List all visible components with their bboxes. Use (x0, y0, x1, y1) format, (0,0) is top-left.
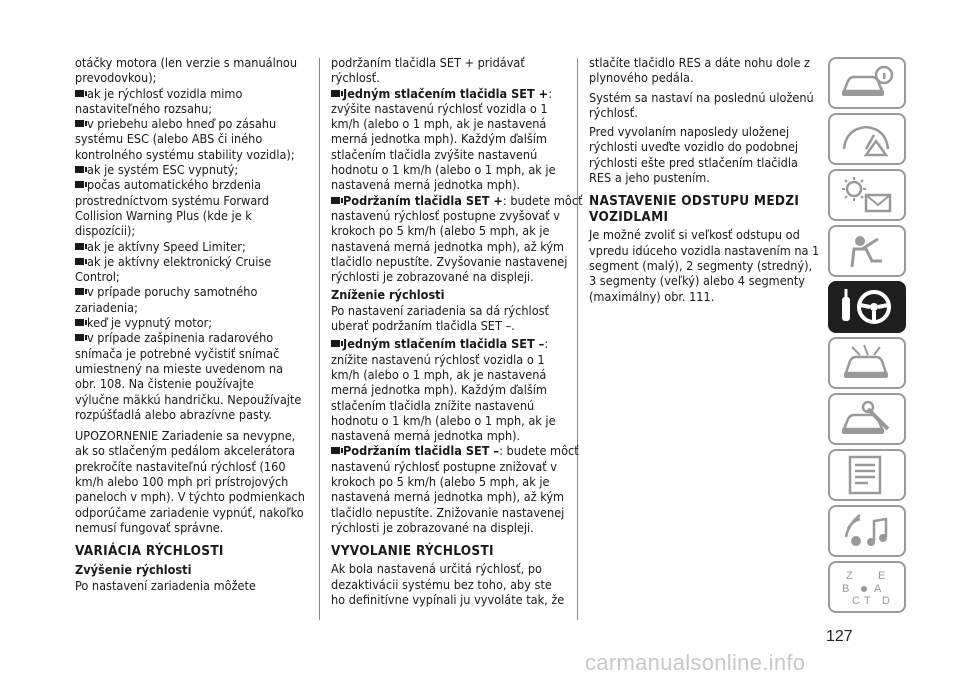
bullet-icon (75, 288, 84, 295)
sub-heading: Zvýšenie rýchlosti (75, 562, 192, 578)
bullet-icon (331, 197, 340, 204)
safety-icon (838, 231, 896, 271)
text-line: Po nastavení zariadenia môžete (75, 577, 256, 593)
bullet-item: v prípade poruchy samotného zariadenia; (75, 284, 258, 315)
text-line: prevodovkou); (75, 70, 157, 86)
bullet-icon (75, 90, 84, 97)
bullet-icon (331, 447, 340, 454)
section-heading: NASTAVENIE ODSTUPU MEDZI VOZIDLAMI (589, 193, 800, 226)
bullet-item: Podržaním tlačidla SET –: budete môcť nastavenú rýchlosť postupne znižovať v krokoch po 5 km/h (alebo 5 mph, ak je nastavená merná jednotka mph), až kým tlačidlo nepustíte. Znižovanie nastavenej rýchlosti je zobrazované na displeji. (331, 443, 579, 535)
technical-data-icon (838, 455, 896, 495)
tab-starting-driving[interactable] (828, 281, 906, 333)
bullet-item: ak je systém ESC vypnutý; (75, 162, 307, 177)
bullet-icon (331, 340, 340, 347)
warning-paragraph: UPOZORNENIE Zariadenie sa nevypne, ak so stlačeným pedálom akcelerátora prekročíte nastaviteľnú rýchlosť (160 km/h alebo 100 mph pri prístrojových paneloch v mph). V týchto podmienkach odporúčame zariadenie vypnúť, nakoľko nemusí fungovať správne. (75, 428, 305, 535)
index-letter: B (842, 583, 850, 595)
bullet-item: počas automatického brzdenia prostredníctvom systému Forward Collision Warning Plus (kde je k dispozícii); (75, 177, 269, 239)
tab-alphabetical-index[interactable] (828, 561, 906, 613)
maintenance-icon (838, 399, 896, 439)
bullet-item: ak je rýchlosť vozidla mimo nastaviteľného rozsahu; (75, 85, 243, 116)
index-letter: T (864, 595, 871, 607)
car-emergency-icon (838, 343, 896, 383)
bullet-icon (75, 334, 84, 341)
bullet-icon (75, 181, 84, 188)
tab-car-info[interactable] (828, 57, 906, 109)
bullet-icon (331, 90, 340, 97)
text-column-1 (75, 55, 307, 593)
bullet-icon (75, 243, 84, 250)
car-info-icon (838, 63, 896, 103)
bullet-item: Jedným stlačením tlačidla SET +: zvýšite nastavenú rýchlosť vozidla o 1 km/h (alebo o 1 mph, ak je nastavená merná jednotka mph). Každým ďalším stlačením tlačidla zvýšite nastavenú hodnotu o 1 km/h (alebo o 1 mph, ak je nastavená merná jednotka mph). (331, 85, 556, 193)
bullet-item: Jedným stlačením tlačidla SET –: znížite nastavenú rýchlosť vozidla o 1 km/h (alebo o 1 mph, ak je nastavená merná jednotka mph). Každým ďalším stlačením tlačidla znížite nastavenú hodnotu o 1 km/h (alebo o 1 mph, ak je nastavená merná jednotka mph). (331, 336, 556, 444)
lights-message-icon (838, 175, 896, 215)
bullet-item: keď je vypnutý motor; (75, 315, 307, 330)
tab-emergency[interactable] (828, 337, 906, 389)
bullet-icon (75, 319, 84, 326)
text-line: otáčky motora (len verzie s manuálnou (75, 55, 298, 70)
bullet-icon (75, 258, 84, 265)
bullet-icon (75, 166, 84, 173)
dashboard-warning-icon (838, 119, 896, 159)
bullet-item: v priebehu alebo hneď po zásahu systému ESC (alebo ABS či iného kontrolného systému stability vozidla); (75, 116, 295, 162)
index-letter: Z (846, 570, 853, 582)
text-column-3: stlačíte tlačidlo RES a dáte nohu dole z plynového pedála. Systém sa nastaví na poslednú uloženú rýchlosť. Pred vyvolaním naposledy uloženej rýchlosti uveďte vozidlo do podobnej rýchlosti ešte pred stlačením tlačidla RES a jeho pustením. NASTAVENIE ODSTUPU MEDZI VOZIDLAMI Je možné zvoliť si veľkosť odstupu od vpredu idúceho vozidla nastavením na 1 segment (malý), 2 segmenty (stredný), 3 segmenty (veľký) alebo 4 segmenty (maximálny) obr. 111. (589, 55, 820, 304)
index-letter: E (878, 570, 886, 582)
paragraph: Systém sa nastaví na poslednú uloženú rýchlosť. (589, 89, 814, 120)
column-divider-left (319, 58, 320, 620)
multimedia-icon (838, 511, 896, 551)
bullet-item: Podržaním tlačidla SET +: budete môcť nastavenú rýchlosť postupne zvyšovať v krokoch po 5 km/h (alebo 5 mph, ak je nastavená merná jednotka mph), až kým tlačidlo nepustíte. Zvyšovanie nastavenej rýchlosti je zobrazované na displeji. (331, 192, 583, 285)
paragraph: Pred vyvolaním naposledy uloženej rýchlosti uveďte vozidlo do podobnej rýchlosti ešte pred stlačením tlačidla RES a jeho pustením. (589, 124, 799, 186)
tab-safety[interactable] (828, 225, 906, 277)
tab-lights-message[interactable] (828, 169, 906, 221)
bullet-item: v prípade zašpinenia radarového snímača je potrebné vyčistiť snímač umiestnený na mieste uvedenom na obr. 108. Na čistenie používajte výlučne mäkkú handričku. Nepoužívajte rozpúšťadlá alebo abrazívne pasty. (75, 330, 302, 422)
tab-technical-data[interactable] (828, 449, 906, 501)
index-letter: D (882, 595, 890, 607)
alphabetical-index-icon (838, 567, 896, 607)
text-column-2: podržaním tlačidla SET + pridávať rýchlosť. Jedným stlačením tlačidla SET +: zvýšite nastavenú rýchlosť vozidla o 1 km/h (alebo o 1 mph, ak je nastavená merná jednotka mph). Každým ďalším stlačením tlačidla zvýšite nastavenú hodnotu o 1 km/h (alebo o 1 mph, ak je nastavená merná jednotka mph). Podržaním tlačidla SET +: budete môcť nastavenú rýchlosť postupne zvyšovať v krokoch po 5 km/h (alebo 5 mph, ak je nastavená merná jednotka mph), až kým tlačidlo nepustíte. Zvyšovanie nastavenej rýchlosti je zobrazované na displeji. Zníženie rýchlosti Po nastavení zariadenia sa dá rýchlosť uberať podržaním tlačidla SET –. Jedným stlačením tlačidla SET –: znížite nastavenú rýchlosť vozidla o 1 km/h (alebo o 1 mph, ak je nastavená merná jednotka mph). Každým ďalším stlačením tlačidla znížite nastavenú hodnotu o 1 km/h (alebo o 1 mph, ak je nastavená merná jednotka mph). Podržaním tlačidla SET –: budete môcť nastavenú rýchlosť postupne znižovať v krokoch po 5 km/h (alebo 5 mph, ak je nastavená merná jednotka mph), až kým tlačidlo nepustíte. Znižovanie nastavenej rýchlosti je zobrazované na displeji. VYVOLANIE RÝCHLOSTI Ak bola nastavená určitá rýchlosť, po dezaktivácii systému bez toho, aby ste ho definitívne vypínali ju vyvoláte tak, že (331, 55, 583, 607)
index-letter: A (874, 583, 882, 595)
tab-dashboard-warning[interactable] (828, 113, 906, 165)
tab-multimedia[interactable] (828, 505, 906, 557)
key-steering-wheel-icon (838, 287, 896, 327)
index-letter: C (852, 595, 860, 607)
section-heading: VYVOLANIE RÝCHLOSTI (331, 543, 494, 560)
watermark: carmanualsonline.info (585, 650, 806, 675)
column-divider-right (577, 58, 578, 620)
page-number: 127 (826, 628, 853, 645)
sub-heading: Zníženie rýchlosti (331, 287, 445, 303)
section-heading: VARIÁCIA RÝCHLOSTI (75, 543, 224, 560)
bullet-item: ak je aktívny elektronický Cruise Control; (75, 253, 272, 285)
tab-maintenance[interactable] (828, 393, 906, 445)
bullet-icon (75, 120, 84, 127)
bullet-item: ak je aktívny Speed Limiter; (75, 239, 307, 254)
